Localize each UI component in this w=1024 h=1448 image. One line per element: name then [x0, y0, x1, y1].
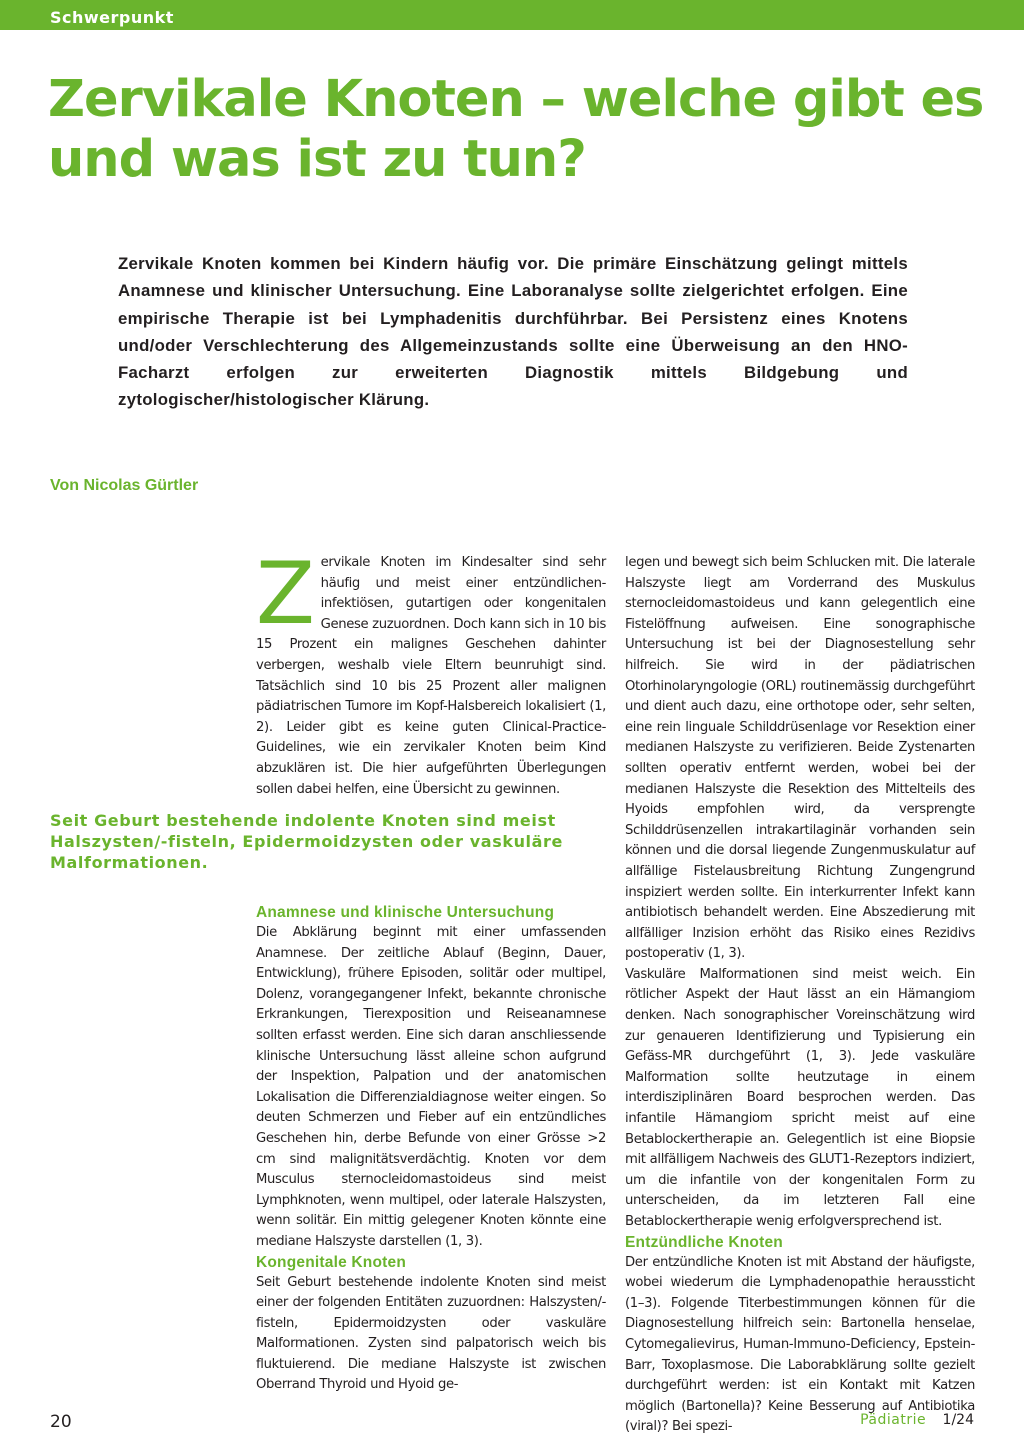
- section-text-entzuendlich: Der entzündliche Knoten ist mit Abstand der häufigste, wobei wiederum die Lymphadenopathie heraussticht (1–3). Folgende Titerbestimmungen können für die Diagnosestellung hilfreich sein: Bartonella henselae, Cytomegalievirus, Human-Immuno-Deficiency, Epstein-Barr, Toxoplasmose. Die Laborabklärung sollte gezielt durchgeführt werden: ist ein Kontakt mit Katzen möglich (Bartonella)? Keine Besserung auf Antibiotika (viral)? Bei spezi-: [625, 1254, 975, 1435]
- journal-footer: [860, 1412, 974, 1428]
- article-title: Zervikale Knoten – welche gibt es und was ist zu tun?: [48, 70, 984, 189]
- intro-column: [256, 544, 606, 800]
- section-heading-kongenital: Kongenitale Knoten: [256, 1253, 406, 1271]
- article-author: Von Nicolas Gürtler: [50, 477, 199, 494]
- section-text-anamnese: Die Abklärung beginnt mit einer umfassenden Anamnese. Der zeitliche Ablauf (Beginn, Dauer, Entwicklung), frühere Episoden, solitär oder multipel, Dolenz, vorangegangener Infekt, bekannte chronische Erkrankungen, Tierexposition und Reiseanamnese sollten erfasst werden. Eine sich daran anschliessende klinische Untersuchung lässt alleine schon aufgrund der Inspektion, Palpation und der anatomischen Lokalisation die Differenzialdiagnose weiter eingen. So deuten Schmerzen und Fieber auf ein entzündliches Geschehen hin, derbe Befunde von einer Grösse >2 cm sind malignitätsverdächtig. Knoten vor dem Musculus sternocleidomastoideus sind meist Lymphknoten, wenn multipel, oder laterale Halszysten, wenn solitär. Ein mittig gelegener Knoten könnte eine mediane Halszyste darstellen (1, 3).: [256, 925, 606, 1249]
- pull-quote: Seit Geburt bestehende indolente Knoten sind meist Halszysten/-fisteln, Epidermoidzysten oder vaskuläre Malformationen.: [50, 811, 563, 872]
- left-column: [256, 903, 606, 1396]
- issue-number: 1/24: [942, 1412, 974, 1428]
- article-lead: Zervikale Knoten kommen bei Kindern häufig vor. Die primäre Einschätzung gelingt mittels Anamnese und klinischer Untersuchung. Eine Laboranalyse sollte zielgerichtet erfolgen. Eine empirische Therapie ist bei Lymphadenitis durchführbar. Bei Persistenz eines Knotens und/oder Verschlechterung des Allgemeinzustands sollte eine Überweisung an den HNO-Facharzt erfolgen zur erweiterten Diagnostik mittels Bildgebung und zytologischer/histologischer Klärung.: [118, 254, 908, 410]
- section-text-vaskulaer: Vaskuläre Malformationen sind meist weich. Ein rötlicher Aspekt der Haut lässt an ein Hämangiom denken. Nach sonographischer Voreinschätzung wird zur genaueren Identifizierung und Typisierung ein Gefäss-MR durchgeführt (1, 3). Jede vaskuläre Malformation sollte heutzutage in einem interdisziplinären Board besprochen werden. Das infantile Hämangiom spricht meist auf eine Betablockertherapie an. Gelegentlich ist eine Biopsie mit allfälligem Nachweis des GLUT1-Rezeptors indiziert, um die infantile von der kongenitalen Form zu unterscheiden, da im letzteren Fall eine Betablockertherapie wenig erfolgversprechend ist.: [625, 966, 975, 1229]
- section-text-kongenital-part1: Seit Geburt bestehende indolente Knoten sind meist einer der folgenden Entitäten zuzuordnen: Halszysten/-fisteln, Epidermoidzysten oder vaskuläre Malformationen. Zysten sind palpatorisch weich bis fluktuierend. Die mediane Halszyste ist zwischen Oberrand Thyroid und Hyoid ge-: [256, 1274, 606, 1393]
- page-number: 20: [50, 1412, 72, 1432]
- rubric-bar: [0, 0, 1024, 30]
- section-heading-anamnese: Anamnese und klinische Untersuchung: [256, 904, 555, 921]
- journal-name: Pädiatrie: [860, 1412, 927, 1428]
- right-column: [625, 553, 975, 1438]
- intro-paragraph: ervikale Knoten im Kindesalter sind sehr häufig und meist einer entzündlichen-infektiösen, gutartigen oder kongenitalen Genese zuzuordnen. Doch kann sich in 10 bis 15 Prozent ein malignes Geschehen dahinter verbergen, weshalb viele Eltern beunruhigt sind. Tatsächlich sind 10 bis 25 Prozent aller malignen pädiatrischen Tumore im Kopf-Halsbereich lokalisiert (1, 2). Leider gibt es keine guten Clinical-Practice-Guidelines, wie ein zervikaler Knoten beim Kind abzuklären ist. Die hier aufgeführten Überlegungen sollen dabei helfen, eine Übersicht zu gewinnen.: [256, 555, 606, 797]
- drop-cap: Z: [256, 544, 315, 644]
- section-text-kongenital-part2: legen und bewegt sich beim Schlucken mit. Die laterale Halszyste liegt am Vorderrand des Muskulus sternocleidomastoideus und kann gelegentlich eine Fistelöffnung aufweisen. Eine sonographische Untersuchung ist bei der Diagnosestellung sehr hilfreich. Sie wird in der pädiatrischen Otorhinolaryngologie (ORL) routinemässig durchgeführt und dient auch dazu, eine orthotope oder, sehr selten, eine rein linguale Schilddrüsenlage vor Resektion einer medianen Halszyste zu verifizieren. Beide Zystenarten sollten operativ entfernt werden, wobei bei der medianen Halszyste die Resektion des Mittelteils des Hyoids empfohlen wird, da versprengte Schilddrüsenzellen intrakartilaginär vorhanden sein können und die dorsal liegende Zungenmuskulatur auf allfällige Fistelausbreitung Richtung Zungengrund inspiziert werden sollte. Ein interkurrenter Infekt kann antibiotisch behandelt werden. Eine Abszedierung mit allfälliger Inzision erhöht das Risiko eines Rezidivs postoperativ (1, 3).: [625, 555, 975, 962]
- rubric-label: Schwerpunkt: [50, 8, 174, 27]
- section-heading-entzuendlich: Entzündliche Knoten: [625, 1233, 783, 1251]
